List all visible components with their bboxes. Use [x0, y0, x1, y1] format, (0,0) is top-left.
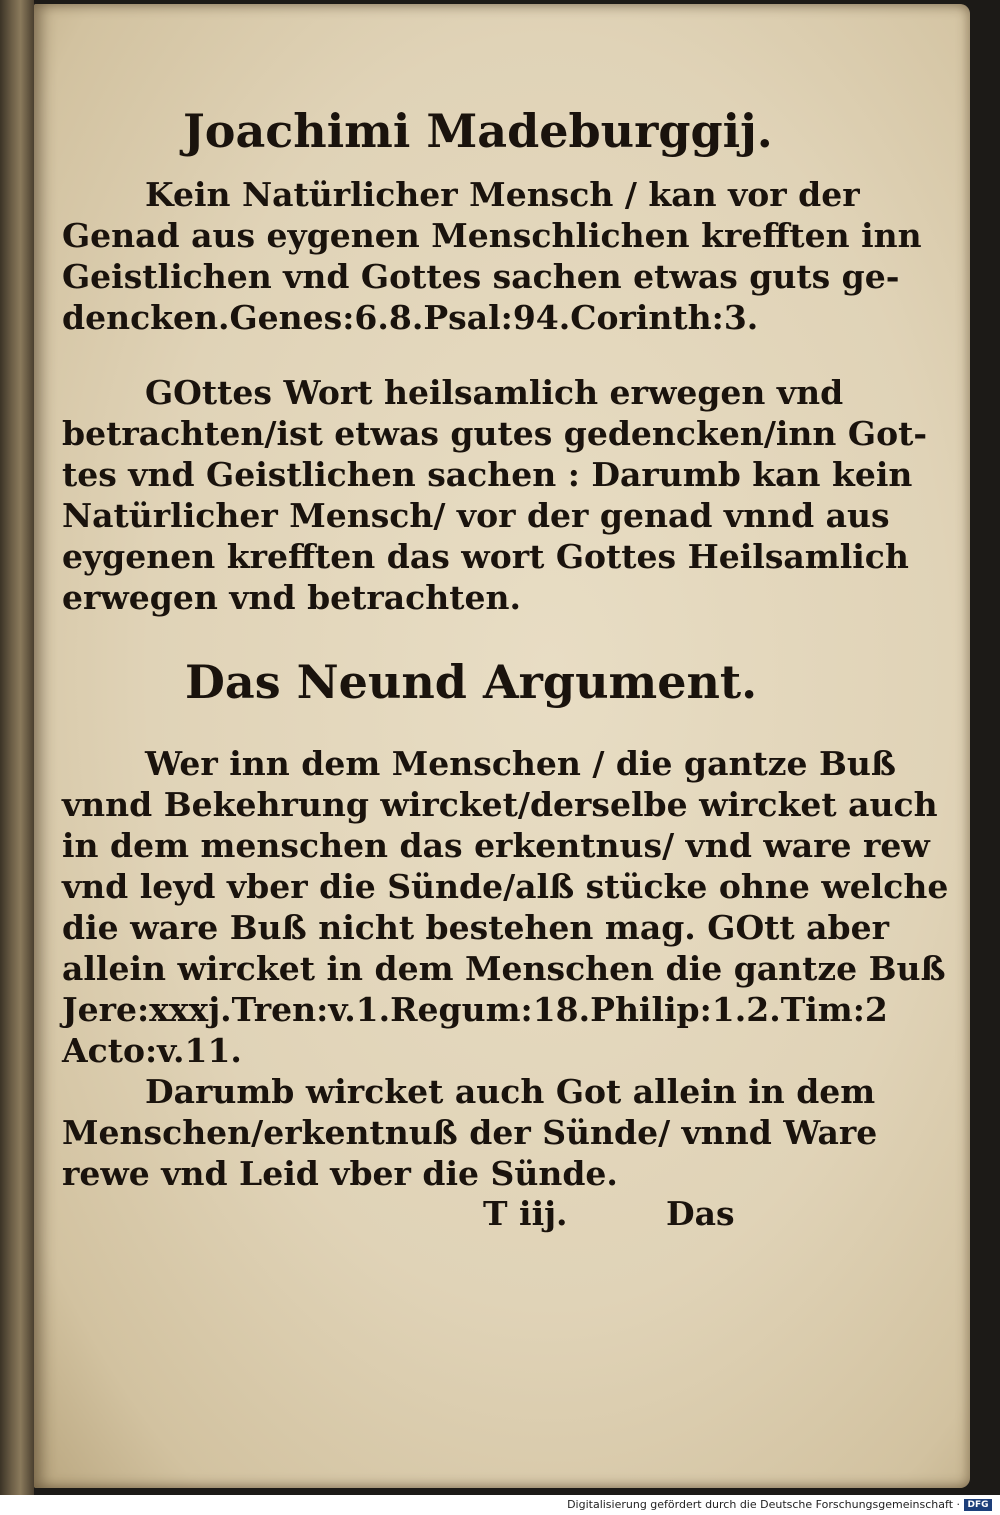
text-line: Kein Natürlicher Mensch / kan vor der [145, 175, 860, 214]
text-line: Menschen/erkentnuß der Sünde/ vnnd Ware [62, 1113, 878, 1152]
text-line: eygenen krefften das wort Gottes Heilsamlich [62, 537, 909, 576]
paragraph-2 [145, 372, 843, 413]
catchword: Das [666, 1194, 735, 1233]
paragraph-2-cont [62, 413, 927, 618]
text-line: vnnd Bekehrung wircket/derselbe wircket auch [62, 785, 938, 824]
text-line: erwegen vnd betrachten. [62, 578, 521, 617]
dfg-logo: DFG [964, 1499, 992, 1511]
text-line: GOttes Wort heilsamlich erwegen vnd [145, 373, 844, 412]
text-line: Darumb wircket auch Got allein in dem [145, 1072, 876, 1111]
paragraph-1-cont [62, 215, 922, 338]
text-line: Geistlichen vnd Gottes sachen etwas guts ge- [62, 257, 900, 296]
text-line: Genad aus eygenen Menschlichen krefften inn [62, 216, 922, 255]
text-line: vnd leyd vber die Sünde/alß stücke ohne welche [62, 867, 949, 906]
section-heading: Das Neund Argument. [185, 655, 758, 709]
funding-notice: Digitalisierung gefördert durch die Deutsche Forschungsgemeinschaft · [567, 1498, 960, 1511]
paragraph-4 [145, 1071, 875, 1112]
text-line: rewe vnd Leid vber die Sünde. [62, 1154, 618, 1193]
paragraph-1 [145, 174, 860, 215]
text-line: Natürlicher Mensch/ vor der genad vnnd aus [62, 496, 890, 535]
paragraph-3 [145, 743, 896, 784]
signature-mark: T iij. [483, 1194, 568, 1233]
text-line: dencken.Genes:6.8.Psal:94.Corinth:3. [62, 298, 759, 337]
text-line: betrachten/ist etwas gutes gedencken/inn Got- [62, 414, 928, 453]
text-line: allein wircket in dem Menschen die gantze Buß [62, 949, 946, 988]
text-line: Jere:xxxj.Tren:v.1.Regum:18.Philip:1.2.Tim:2 [62, 990, 888, 1029]
paragraph-3-cont [62, 784, 948, 1071]
text-line: die ware Buß nicht bestehen mag. GOtt aber [62, 908, 889, 947]
book-spine [0, 0, 34, 1495]
text-line: Wer inn dem Menschen / die gantze Buß [145, 744, 896, 783]
text-line: Acto:v.11. [62, 1031, 242, 1070]
running-head: Joachimi Madeburggij. [183, 104, 773, 158]
paragraph-4-cont [62, 1112, 877, 1194]
text-line: tes vnd Geistlichen sachen : Darumb kan kein [62, 455, 913, 494]
footer-bar [0, 1495, 1000, 1515]
text-line: in dem menschen das erkentnus/ vnd ware rew [62, 826, 930, 865]
